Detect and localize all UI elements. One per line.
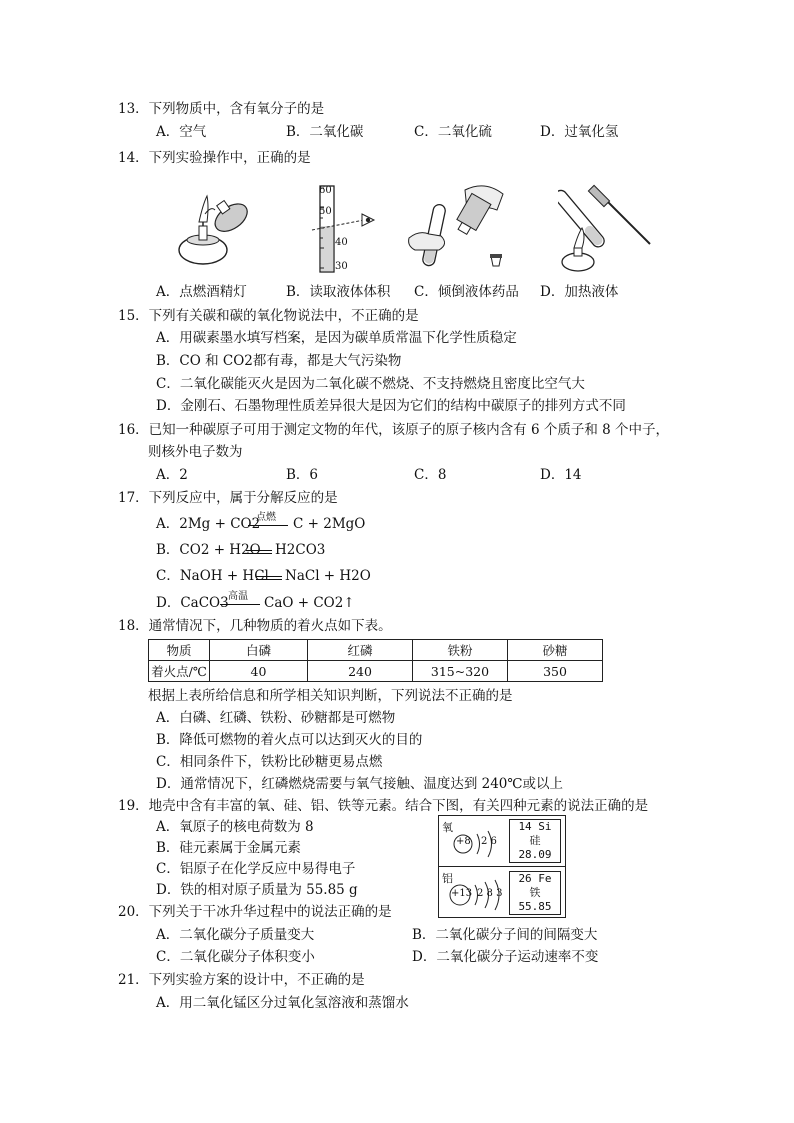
option-d: D．过氧化氢 xyxy=(540,124,619,140)
caption-c: C．倾倒液体药品 xyxy=(414,284,519,300)
question-15-stem: 15．下列有关碳和碳的氧化物说法中，不正确的是 xyxy=(118,308,419,324)
ignition-point-table xyxy=(148,639,603,682)
question-16-stem-cont: 则核外电子数为 xyxy=(148,444,243,460)
option-d: D．14 xyxy=(540,467,582,483)
q18-option-d: D．通常情况下，红磷燃烧需要与氧气接触、温度达到 240℃或以上 xyxy=(156,776,563,792)
iron-cell xyxy=(509,871,561,915)
heating-liquid-figure xyxy=(558,178,658,274)
silicon-name: 硅 xyxy=(529,834,541,847)
question-19-stem: 19．地壳中含有丰富的氧、硅、铝、铁等元素。结合下图，有关四种元素的说法正确的是 xyxy=(118,798,649,814)
q17-d-products: CaO + CO2↑ xyxy=(264,595,355,611)
table-cell: 350 xyxy=(508,661,603,682)
q17-b-products: H2CO3 xyxy=(275,542,326,558)
q17-c-reactants: C．NaOH + HCl xyxy=(156,568,269,584)
q20-option-d: D．二氧化碳分子运动速率不变 xyxy=(412,949,599,965)
question-18-lead: 根据上表所给信息和所学相关知识判断，下列说法不正确的是 xyxy=(148,688,513,704)
question-14-stem: 14．下列实验操作中，正确的是 xyxy=(118,150,311,166)
table-cell: 白磷 xyxy=(210,640,308,661)
table-cell: 着火点/℃ xyxy=(149,661,210,682)
q17-d-reactants: D．CaCO3 xyxy=(156,595,229,611)
iron-number-symbol: 26 Fe xyxy=(518,872,552,885)
table-row xyxy=(149,661,603,682)
q21-option-a: A．用二氧化锰区分过氧化氢溶液和蒸馏水 xyxy=(156,995,409,1011)
q17-a-arrow-line xyxy=(248,525,288,526)
q15-option-d: D．金刚石、石墨物理性质差异很大是因为它们的结构中碳原子的排列方式不同 xyxy=(156,398,626,414)
question-18-stem: 18．通常情况下，几种物质的着火点如下表。 xyxy=(118,618,392,634)
figure-divider xyxy=(439,866,565,867)
oxygen-shells: 2 6 xyxy=(481,836,497,847)
table-cell: 240 xyxy=(308,661,413,682)
aluminium-shells: 2 8 3 xyxy=(477,888,503,899)
q17-a-reactants: A．2Mg + CO2 xyxy=(156,516,261,532)
table-cell: 砂糖 xyxy=(508,640,603,661)
q17-b-reactants: B．CO2 + H2O xyxy=(156,542,261,558)
q15-option-a: A．用碳素墨水填写档案，是因为碳单质常温下化学性质稳定 xyxy=(156,330,517,346)
question-13-options xyxy=(156,122,756,142)
q18-option-b: B．降低可燃物的着火点可以达到灭火的目的 xyxy=(156,732,423,748)
caption-d: D．加热液体 xyxy=(540,284,619,300)
cylinder-tick-30: 30 xyxy=(335,261,348,272)
q19-option-d: D．铁的相对原子质量为 55.85 g xyxy=(156,882,358,898)
question-13-stem: 13．下列物质中，含有氧分子的是 xyxy=(118,101,325,117)
q15-option-b: B．CO 和 CO2都有毒，都是大气污染物 xyxy=(156,353,402,369)
q17-d-arrow-line xyxy=(220,604,260,605)
table-header-row xyxy=(149,640,603,661)
question-20-stem: 20．下列关于干冰升华过程中的说法正确的是 xyxy=(118,904,392,920)
table-cell: 铁粉 xyxy=(413,640,508,661)
aluminium-label: 铝 xyxy=(442,872,453,885)
option-c: C．二氧化硫 xyxy=(414,124,492,140)
element-info-figure xyxy=(438,815,566,918)
q19-option-c: C．铝原子在化学反应中易得电子 xyxy=(156,861,356,877)
q17-c-products: NaCl + H2O xyxy=(285,568,371,584)
silicon-cell xyxy=(509,819,561,863)
option-b: B．6 xyxy=(286,467,319,483)
aluminium-nucleus: +13 xyxy=(451,888,473,899)
table-cell: 315~320 xyxy=(413,661,508,682)
table-cell: 40 xyxy=(210,661,308,682)
q17-a-products: C + 2MgO xyxy=(293,516,366,532)
option-c: C．8 xyxy=(414,467,447,483)
q19-option-b: B．硅元素属于金属元素 xyxy=(156,840,301,856)
q17-a-condition: 点燃 xyxy=(256,512,276,523)
cylinder-tick-40: 40 xyxy=(335,237,348,248)
alcohol-lamp-lighting-figure xyxy=(175,178,257,274)
q19-option-a: A．氧原子的核电荷数为 8 xyxy=(156,819,314,835)
q17-b-equals xyxy=(246,550,272,554)
question-21-stem: 21．下列实验方案的设计中，不正确的是 xyxy=(118,972,365,988)
q20-option-c: C．二氧化碳分子体积变小 xyxy=(156,949,315,965)
silicon-number-symbol: 14 Si xyxy=(518,820,552,833)
caption-a: A．点燃酒精灯 xyxy=(156,284,247,300)
q20-option-b: B．二氧化碳分子间的间隔变大 xyxy=(412,927,598,943)
iron-mass: 55.85 xyxy=(518,900,552,913)
option-a: A．空气 xyxy=(156,124,207,140)
silicon-mass: 28.09 xyxy=(518,848,552,861)
pouring-liquid-figure xyxy=(405,180,515,276)
caption-b: B．读取液体体积 xyxy=(286,284,391,300)
cylinder-tick-60: 60 xyxy=(319,185,332,196)
question-16-options xyxy=(156,465,756,485)
question-14-captions xyxy=(156,282,756,302)
table-cell: 物质 xyxy=(149,640,210,661)
option-a: A．2 xyxy=(156,467,188,483)
oxygen-label: 氧 xyxy=(442,821,453,834)
iron-name: 铁 xyxy=(529,886,541,899)
q15-option-c: C．二氧化碳能灭火是因为二氧化碳不燃烧、不支持燃烧且密度比空气大 xyxy=(156,376,585,392)
q18-option-c: C．相同条件下，铁粉比砂糖更易点燃 xyxy=(156,754,383,770)
q20-option-a: A．二氧化碳分子质量变大 xyxy=(156,927,315,943)
q18-option-a: A．白磷、红磷、铁粉、砂糖都是可燃物 xyxy=(156,710,396,726)
question-17-stem: 17．下列反应中，属于分解反应的是 xyxy=(118,490,338,506)
q17-c-equals xyxy=(256,576,282,580)
option-b: B．二氧化碳 xyxy=(286,124,364,140)
table-cell: 红磷 xyxy=(308,640,413,661)
cylinder-tick-50: 50 xyxy=(319,206,332,217)
question-16-stem: 16．已知一种碳原子可用于测定文物的年代，该原子的原子核内含有 6 个质子和 8 个中子， xyxy=(118,422,670,438)
oxygen-nucleus: +8 xyxy=(456,836,471,847)
q17-d-condition: 高温 xyxy=(228,591,248,602)
